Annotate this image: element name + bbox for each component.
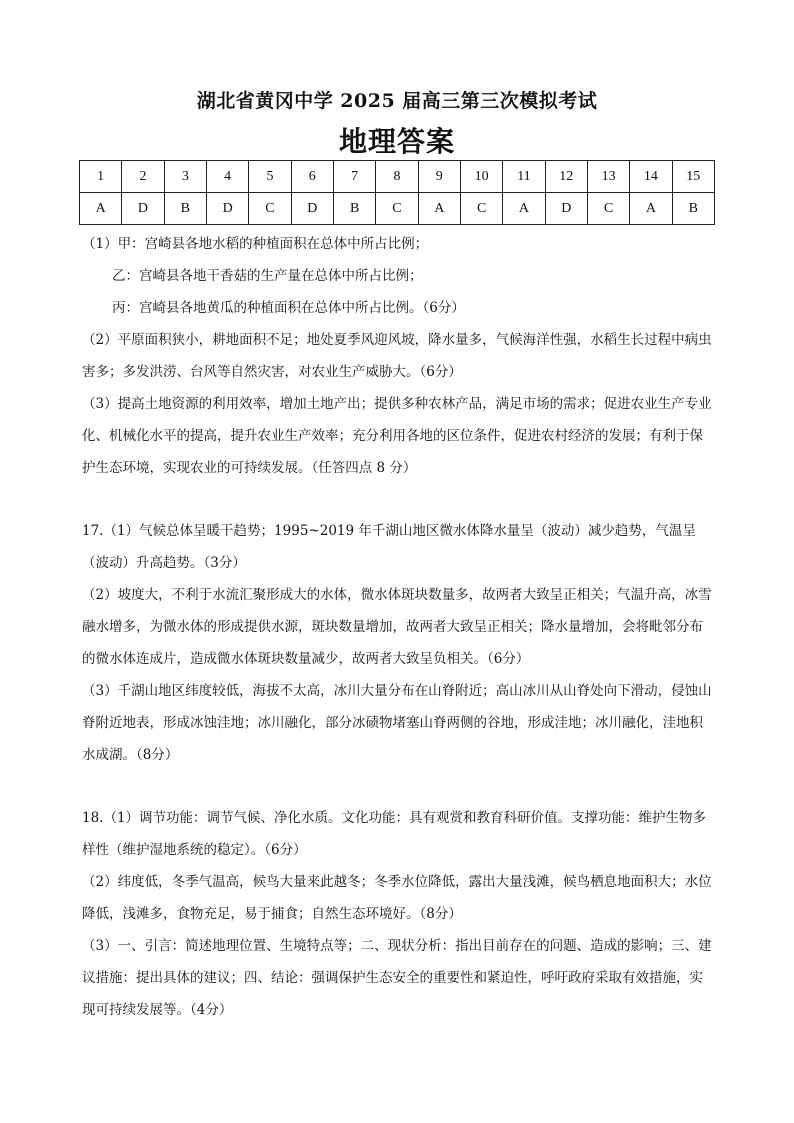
answer-cell: D xyxy=(291,193,333,225)
question-17-answer xyxy=(82,515,716,771)
q17-part2: （2）坡度大，不利于水流汇聚形成大的水体，微水体斑块数量多，故两者大致呈正相关；气温升高，冰雪融水增多，为微水体的形成提供水源，斑块数量增加，故两者大致呈正相关；降水量增加，会将毗邻分布的微水体连成片，造成微水体斑块数量减少，故两者大致呈负相关。（6分） xyxy=(82,587,712,667)
answer-cell: C xyxy=(376,193,418,225)
question-18-answer xyxy=(82,802,716,1026)
question-number: 1 xyxy=(80,161,122,193)
q17-part1: 17.（1）气候总体呈暖干趋势；1995~2019 年千湖山地区微水体降水量呈（波动）减少趋势，气温呈（波动）升高趋势。（3分） xyxy=(82,523,696,571)
q18-part1: 18.（1）调节功能：调节气候、净化水质。文化功能：具有观赏和教育科研价值。支撑功能：维护生物多样性（维护湿地系统的稳定）。（6分） xyxy=(82,810,707,858)
q16-part3: （3）提高土地资源的利用效率，增加土地产出；提供多种农林产品，满足市场的需求；促进农业生产专业化、机械化水平的提高，提升农业生产效率；充分利用各地的区位条件，促进农村经济的发展；有利于保护生态环境，实现农业的可持续发展。（任答四点 8 分） xyxy=(82,396,712,476)
question-number: 3 xyxy=(164,161,206,193)
question-number: 8 xyxy=(376,161,418,193)
q16-part1-line-b: 乙：宫崎县各地干香菇的生产量在总体中所占比例； xyxy=(112,268,423,284)
answer-cell: B xyxy=(333,193,375,225)
q17-part3: （3）千湖山地区纬度较低，海拔不太高，冰川大量分布在山脊附近；高山冰川从山脊处向下滑动，侵蚀山脊附近地表，形成冰蚀洼地；冰川融化，部分冰碛物堵塞山脊两侧的谷地，形成洼地；冰川融化，洼地积水成湖。（8分） xyxy=(82,683,712,763)
answer-cell: B xyxy=(672,193,714,225)
question-number: 12 xyxy=(545,161,587,193)
question-number: 7 xyxy=(333,161,375,193)
question-number: 14 xyxy=(630,161,672,193)
question-number: 2 xyxy=(122,161,164,193)
answer-cell: D xyxy=(206,193,248,225)
answer-cell: C xyxy=(460,193,502,225)
exam-title: 湖北省黄冈中学 2025 届高三第三次模拟考试 xyxy=(196,90,598,112)
answer-title: 地理答案 xyxy=(338,125,455,158)
answer-row xyxy=(80,193,715,225)
question-number: 6 xyxy=(291,161,333,193)
question-number: 15 xyxy=(672,161,714,193)
section-gap xyxy=(82,771,716,802)
answer-cell: C xyxy=(587,193,629,225)
q16-part1-line-a: （1）甲：宫崎县各地水稻的种植面积在总体中所占比例； xyxy=(82,236,429,252)
q18-part2: （2）纬度低，冬季气温高，候鸟大量来此越冬；冬季水位降低，露出大量浅滩，候鸟栖息地面积大；水位降低，浅滩多，食物充足，易于捕食；自然生态环境好。（8分） xyxy=(82,874,712,922)
q18-part3: （3）一、引言：简述地理位置、生境特点等；二、现状分析：指出目前存在的问题、造成的影响；三、建议措施：提出具体的建议；四、结论：强调保护生态安全的重要性和紧迫性，呼吁政府采取有效措施，实现可持续发展等。（4分） xyxy=(82,938,712,1018)
answer-cell: C xyxy=(249,193,291,225)
answer-content xyxy=(82,228,716,1026)
answer-cell: A xyxy=(418,193,460,225)
answer-cell: A xyxy=(503,193,545,225)
q16-part1-line-c: 丙：宫崎县各地黄瓜的种植面积在总体中所占比例。（6分） xyxy=(112,300,465,316)
question-16-answer xyxy=(82,228,716,484)
q16-part2: （2）平原面积狭小，耕地面积不足；地处夏季风迎风坡，降水量多，气候海洋性强，水稻生长过程中病虫害多；多发洪涝、台风等自然灾害，对农业生产威胁大。（6分） xyxy=(82,332,712,380)
answer-cell: D xyxy=(122,193,164,225)
answer-cell: B xyxy=(164,193,206,225)
answer-table xyxy=(79,160,715,225)
answer-cell: A xyxy=(630,193,672,225)
question-number-row xyxy=(80,161,715,193)
question-number: 4 xyxy=(206,161,248,193)
question-number: 11 xyxy=(503,161,545,193)
question-number: 5 xyxy=(249,161,291,193)
question-number: 9 xyxy=(418,161,460,193)
question-number: 10 xyxy=(460,161,502,193)
answer-cell: A xyxy=(80,193,122,225)
question-number: 13 xyxy=(587,161,629,193)
answer-cell: D xyxy=(545,193,587,225)
section-gap xyxy=(82,484,716,515)
